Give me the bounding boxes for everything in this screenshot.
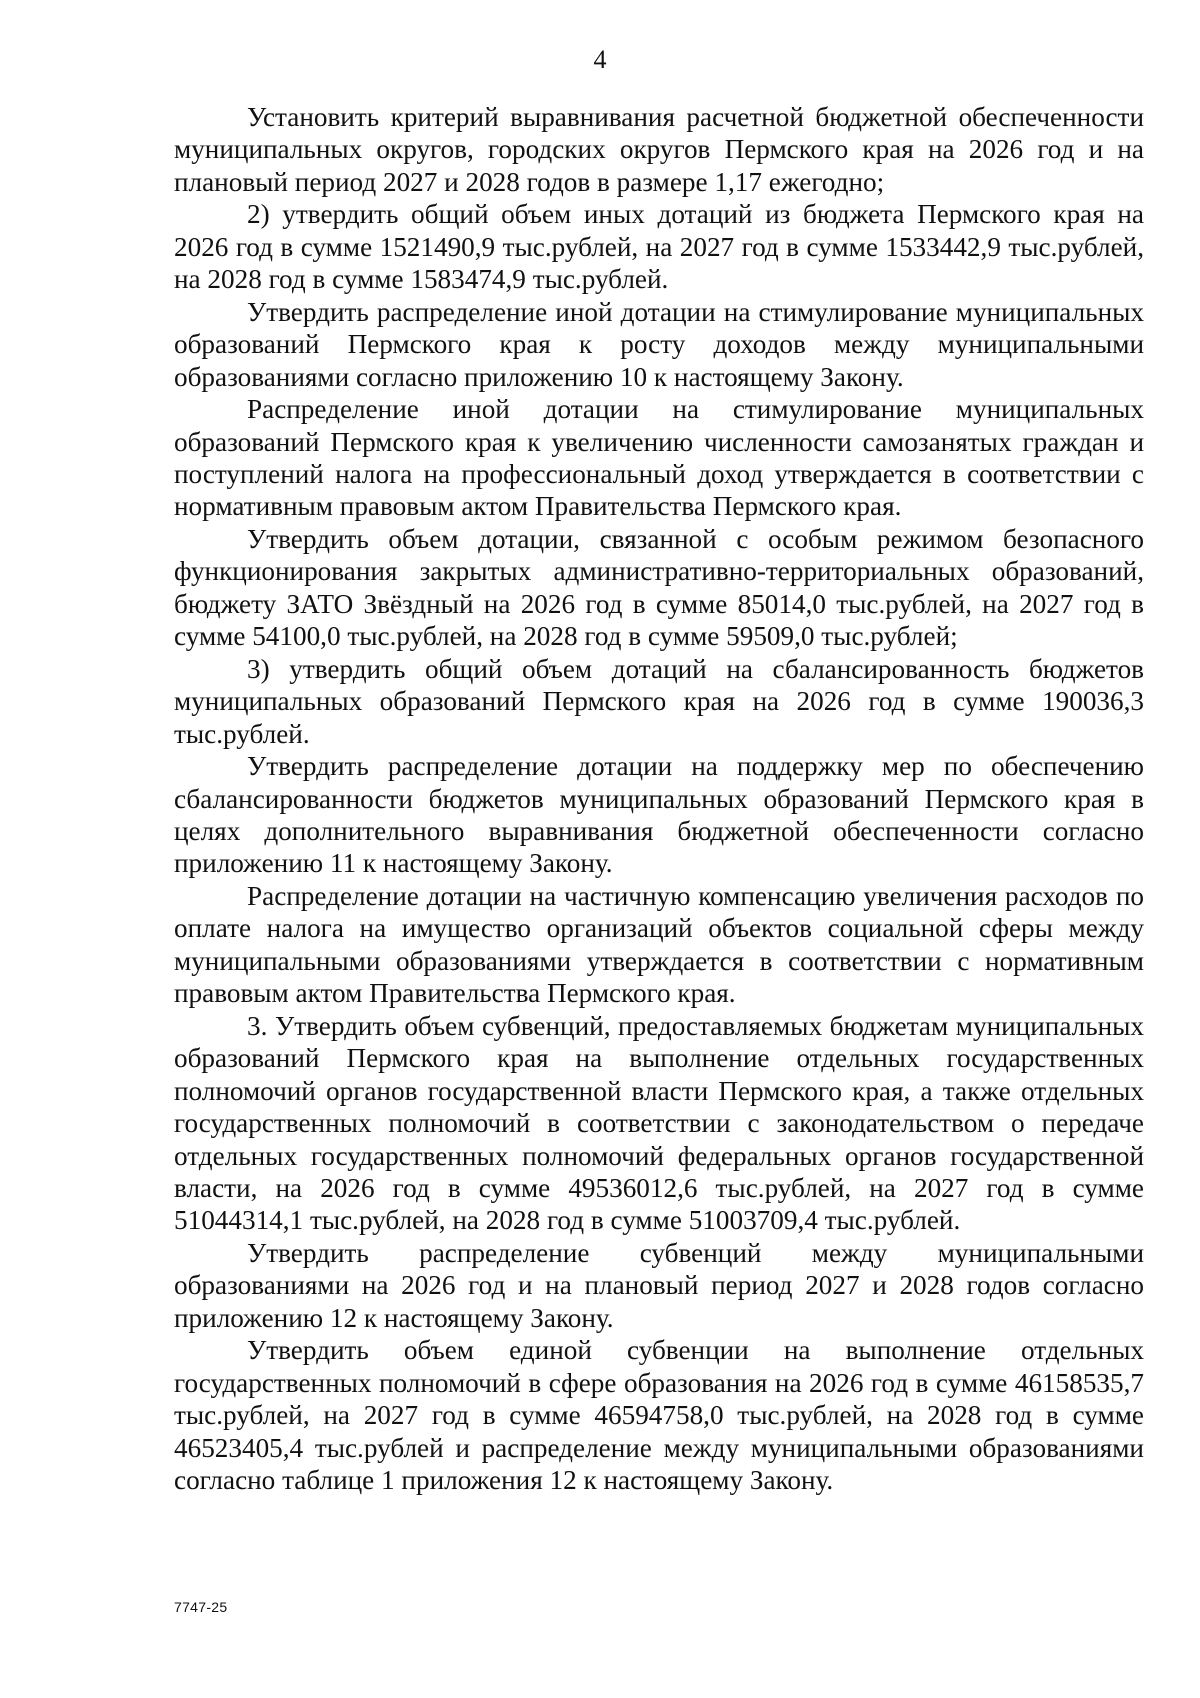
paragraph: Утвердить распределение дотации на поддержку мер по обеспечению сбалансированности бюджетов муниципальных образований Пермского края в целях дополнительного выравнивания бюджетной обеспеченности согласно приложению 11 к настоящему Закону. — [174, 751, 1144, 879]
paragraph: Утвердить объем дотации, связанной с особым режимом безопасного функционирования закрытых административно-территориальных образований, бюджету ЗАТО Звёздный на 2026 год в сумме 85014,0 тыс.рублей, на 2027 год в сумме 54100,0 тыс.рублей, на 2028 год в сумме 59509,0 тыс.рублей; — [174, 523, 1144, 652]
paragraph: Утвердить распределение субвенций между муниципальными образованиями на 2026 год и на плановый период 2027 и 2028 годов согласно приложению 12 к настоящему Закону. — [174, 1237, 1144, 1333]
paragraph: Утвердить объем единой субвенции на выполнение отдельных государственных полномочий в сфере образования на 2026 год в сумме 46158535,7 тыс.рублей, на 2027 год в сумме 46594758,0 тыс.рублей, на 2028 год в сумме 46523405,4 тыс.рублей и распределение между муниципальными образованиями согласно таблице 1 приложения 12 к настоящему Закону. — [174, 1335, 1144, 1496]
paragraph: Установить критерий выравнивания расчетной бюджетной обеспеченности муниципальных округов, городских округов Пермского края на 2026 год и на плановый период 2027 и 2028 годов в размере 1,17 ежегодно; — [174, 102, 1144, 197]
document-body — [174, 101, 1144, 1496]
paragraph: Утвердить распределение иной дотации на стимулирование муниципальных образований Пермского края к росту доходов между муниципальными образованиями согласно приложению 10 к настоящему Закону. — [174, 296, 1144, 392]
paragraph: Распределение иной дотации на стимулирование муниципальных образований Пермского края к увеличению численности самозанятых граждан и поступлений налога на профессиональный доход утверждается в соответствии с нормативным правовым актом Правительства Пермского края. — [174, 394, 1144, 522]
page-number: 4 — [593, 45, 607, 74]
paragraph: 2) утвердить общий объем иных дотаций из бюджета Пермского края на 2026 год в сумме 1521490,9 тыс.рублей, на 2027 год в сумме 1533442,9 тыс.рублей, на 2028 год в сумме 1583474,9 тыс.рублей. — [174, 199, 1144, 295]
paragraph: 3. Утвердить объем субвенций, предоставляемых бюджетам муниципальных образований Пермского края на выполнение отдельных государственных полномочий органов государственной власти Пермского края, а также отдельных государственных полномочий в соответствии с законодательством о передаче отдельных государственных полномочий федеральных органов государственной власти, на 2026 год в сумме 49536012,6 тыс.рублей, на 2027 год в сумме 51044314,1 тыс.рублей, на 2028 год в сумме 51003709,4 тыс.рублей. — [174, 1010, 1144, 1236]
paragraph: 3) утвердить общий объем дотаций на сбалансированность бюджетов муниципальных образований Пермского края на 2026 год в сумме 190036,3 тыс.рублей. — [174, 653, 1144, 749]
document-code: 7747-25 — [174, 1599, 228, 1615]
paragraph: Распределение дотации на частичную компенсацию увеличения расходов по оплате налога на имущество организаций объектов социальной сферы между муниципальными образованиями утверждается в соответствии с нормативным правовым актом Правительства Пермского края. — [174, 880, 1144, 1009]
